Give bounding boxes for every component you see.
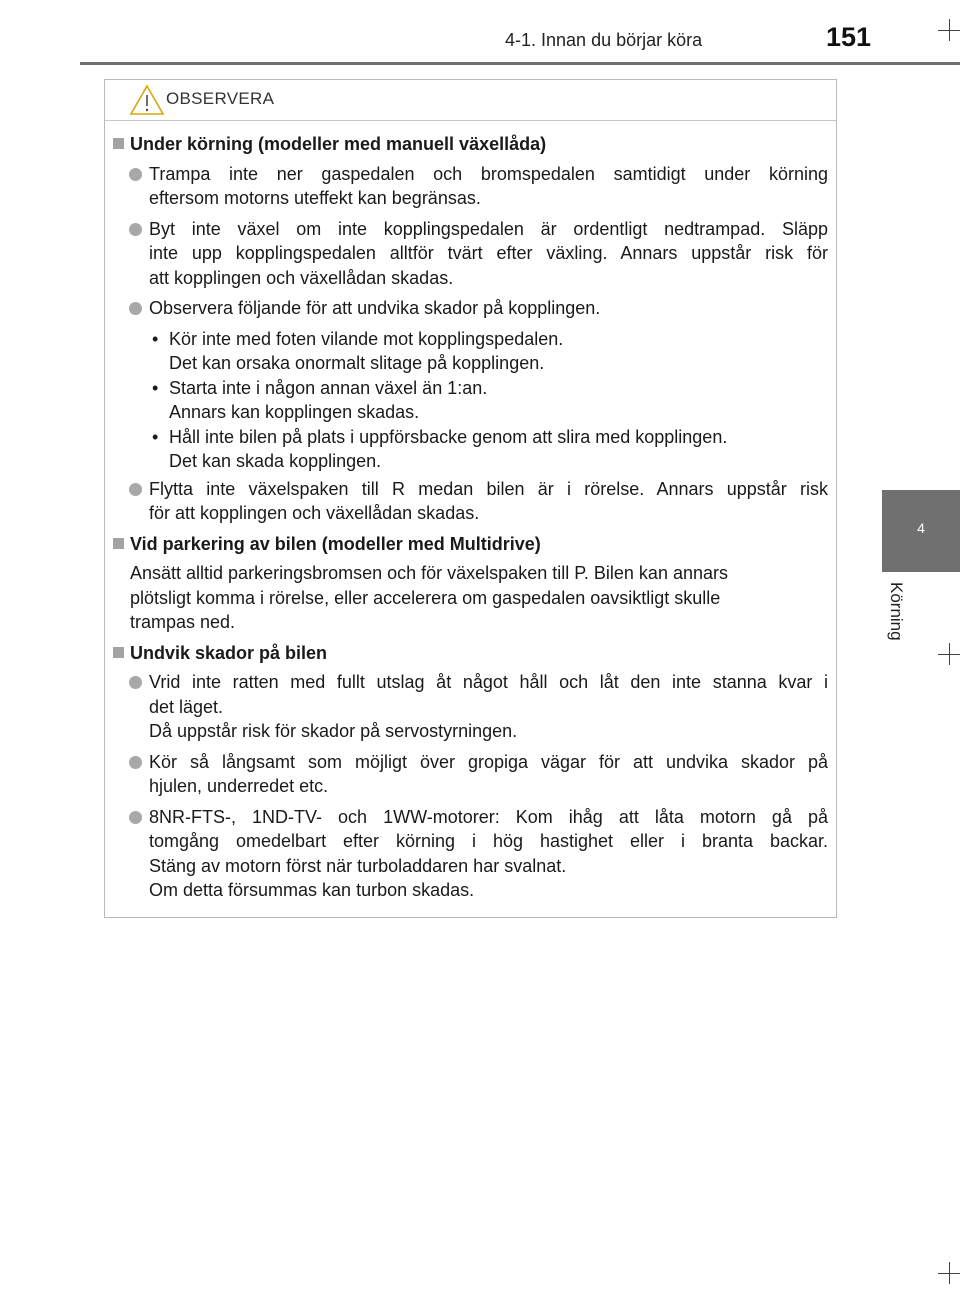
text-line: Starta inte i någon annan växel än 1:an. <box>169 377 488 398</box>
text-line: Kör så långsamt som möjligt över gropiga vägar för att undvika skador på <box>149 751 828 772</box>
sub-bullet-marker: • <box>152 328 159 349</box>
paragraph <box>105 561 828 635</box>
text-line: Det kan skada kopplingen. <box>169 451 382 471</box>
section-heading-text: Under körning (modeller med manuell växellåda) <box>130 134 547 154</box>
round-bullet-icon <box>129 302 142 315</box>
round-bullet-icon <box>129 756 142 769</box>
text-line: Trampa inte ner gaspedalen och bromspedalen samtidigt under körning <box>149 163 828 184</box>
chapter-label <box>886 582 908 652</box>
round-bullet-icon <box>129 168 142 181</box>
round-bullet-icon <box>129 676 142 689</box>
text-line: 8NR-FTS-, 1ND-TV- och 1WW-motorer: Kom ihåg att låta motorn gå på <box>149 806 828 827</box>
text-line: Om detta försummas kan turbon skadas. <box>149 880 475 900</box>
text-line: Kör inte med foten vilande mot kopplingspedalen. <box>169 328 564 349</box>
text-line: Byt inte växel om inte kopplingspedalen är ordentligt nedtrampad. Släpp <box>149 218 828 239</box>
sub-bullet-marker: • <box>152 426 159 447</box>
list-item <box>105 162 828 211</box>
crop-mark <box>949 1262 950 1284</box>
text-line: det läget. <box>149 696 224 717</box>
text-line: trampas ned. <box>130 612 236 632</box>
caution-header <box>105 80 836 121</box>
square-bullet-icon <box>113 138 124 149</box>
round-bullet-icon <box>129 811 142 824</box>
crop-mark <box>949 643 950 665</box>
warning-triangle-icon <box>129 84 165 116</box>
crop-mark <box>949 19 950 41</box>
section-heading <box>105 132 828 157</box>
list-item <box>105 296 828 321</box>
round-bullet-icon <box>129 223 142 236</box>
section-heading <box>105 641 828 666</box>
section-heading <box>105 532 828 557</box>
chapter-number: 4 <box>917 520 925 536</box>
header-rule <box>80 62 960 65</box>
text-line: Håll inte bilen på plats i uppförsbacke genom att slira med kopplingen. <box>169 426 728 447</box>
section-heading-text: Undvik skador på bilen <box>130 642 328 663</box>
chapter-label-text: Körning <box>887 582 906 641</box>
list-item <box>105 805 828 903</box>
text-line: Observera följande för att undvika skador på kopplingen. <box>149 298 601 318</box>
text-line: plötsligt komma i rörelse, eller accelerera om gaspedalen oavsiktligt skulle <box>130 587 721 608</box>
section-title: 4-1. Innan du börjar köra <box>505 30 703 50</box>
round-bullet-icon <box>129 483 142 496</box>
caution-title: OBSERVERA <box>166 89 275 108</box>
sub-list-item <box>105 425 828 474</box>
text-line: eftersom motorns uteffekt kan begränsas. <box>149 188 481 208</box>
list-item <box>105 477 828 526</box>
text-line: hjulen, underredet etc. <box>149 776 329 796</box>
section-heading-text: Vid parkering av bilen (modeller med Multidrive) <box>130 533 541 554</box>
caution-box <box>104 79 837 918</box>
sub-bullet-marker: • <box>152 377 159 398</box>
square-bullet-icon <box>113 538 124 549</box>
text-line: Flytta inte växelspaken till R medan bilen är i rörelse. Annars uppstår risk <box>149 478 828 499</box>
sub-list-item <box>105 376 828 425</box>
text-line: Det kan orsaka onormalt slitage på kopplingen. <box>169 353 545 373</box>
text-line: att kopplingen och växellådan skadas. <box>149 267 454 288</box>
text-line: Ansätt alltid parkeringsbromsen och för växelspaken till P. Bilen kan annars <box>130 563 728 583</box>
page-number: 151 <box>826 22 872 52</box>
sub-list-item <box>105 327 828 376</box>
sub-list <box>105 327 828 474</box>
text-line: tomgång omedelbart efter körning i hög hastighet eller i branta backar. <box>149 831 828 851</box>
caution-content <box>105 132 828 909</box>
text-line: Vrid inte ratten med fullt utslag åt något håll och låt den inte stanna kvar i <box>149 672 828 692</box>
text-line: inte upp kopplingspedalen alltför tvärt efter växling. Annars uppstår risk för <box>149 243 828 263</box>
list-item <box>105 670 828 744</box>
list-item <box>105 217 828 291</box>
text-line: Annars kan kopplingen skadas. <box>169 402 420 422</box>
text-line: Då uppstår risk för skador på servostyrningen. <box>149 721 518 741</box>
text-line: Stäng av motorn först när turboladdaren har svalnat. <box>149 855 567 876</box>
square-bullet-icon <box>113 647 124 658</box>
text-line: för att kopplingen och växellådan skadas. <box>149 503 480 523</box>
chapter-tab <box>882 490 960 572</box>
list-item <box>105 750 828 799</box>
